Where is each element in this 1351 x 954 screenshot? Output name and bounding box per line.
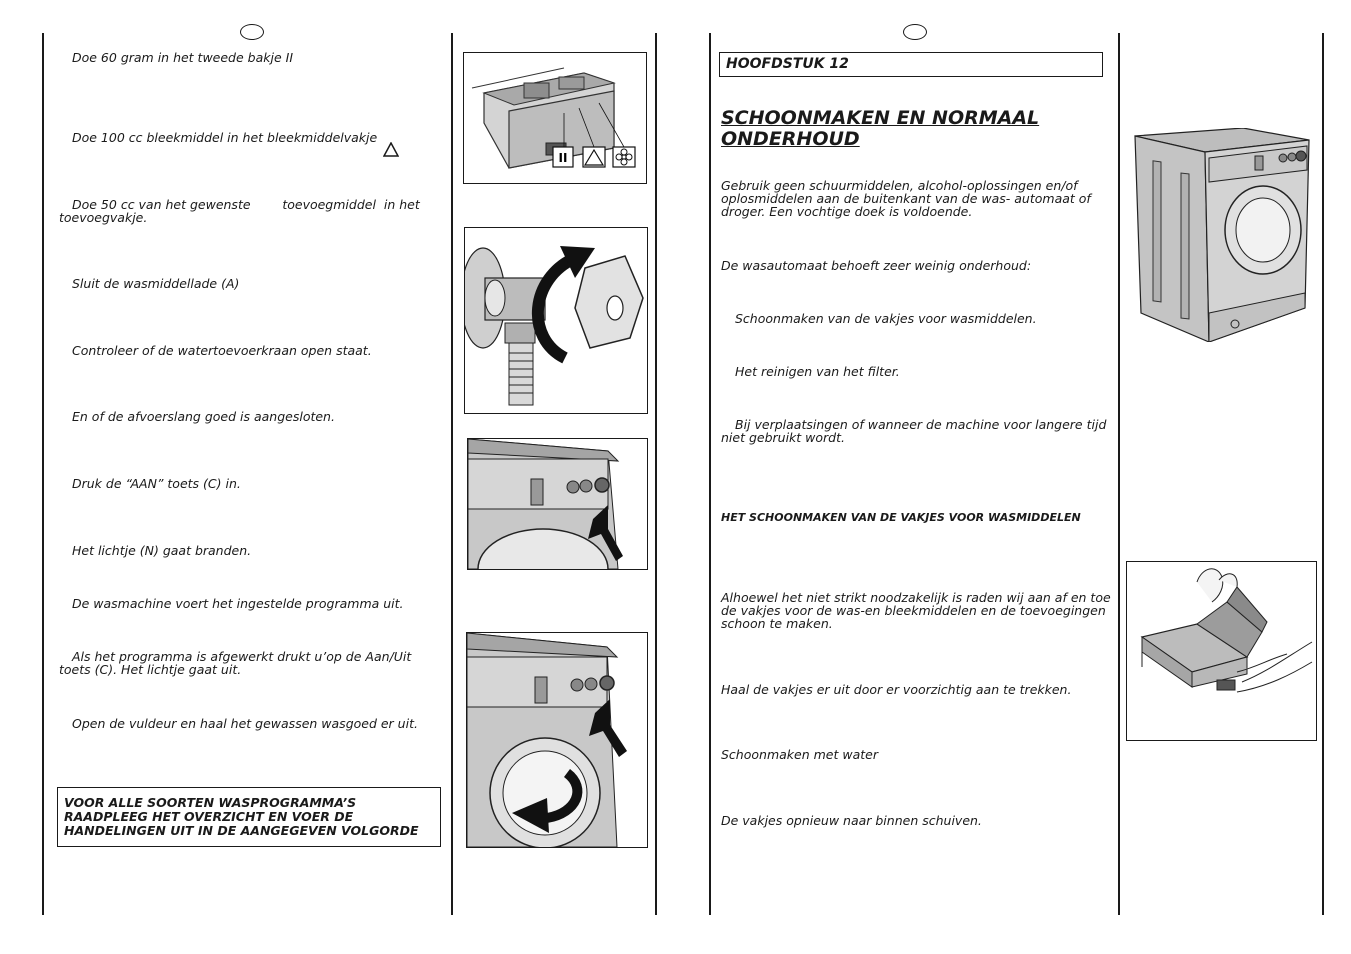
left-language-mark	[240, 24, 264, 40]
chapter-title: HOOFDSTUK 12	[719, 52, 1103, 77]
drawer-symbol-ii: II	[558, 151, 568, 165]
right-margin-line	[709, 33, 711, 915]
step-text: En of de afvoerslang goed is aangesloten.	[72, 409, 335, 424]
right-language-mark	[903, 24, 927, 40]
paragraph: Schoonmaken met water	[721, 747, 878, 762]
page-title: SCHOONMAKEN EN NORMAAL ONDERHOUD	[721, 107, 1040, 150]
section-subheading: HET SCHOONMAKEN VAN DE VAKJES VOOR WASMIDDELEN	[721, 511, 1081, 524]
notice-box: VOOR ALLE SOORTEN WASPROGRAMMA’S RAADPLEEG HET OVERZICHT EN VOER DE HANDELINGEN UIT IN DE AANGEGEVEN VOLGORDE	[57, 787, 441, 847]
paragraph: De wasautomaat behoeft zeer weinig onderhoud:	[721, 258, 1032, 273]
washing-machine-illustration	[1133, 128, 1311, 342]
step-text: De wasmachine voert het ingestelde programma uit.	[72, 596, 404, 611]
step-text: Als het programma is afgewerkt drukt u’op de Aan/Uit toets (C). Het lichtje gaat uit.	[59, 649, 412, 677]
list-item: Het reinigen van het filter.	[735, 364, 900, 379]
detergent-drawer-illustration	[463, 52, 647, 184]
step-text: Doe 50 cc van het gewenste toevoegmiddel in het toevoegvakje.	[59, 197, 424, 225]
step-text: Controleer of de watertoevoerkraan open staat.	[72, 343, 372, 358]
right-page-edge	[1322, 33, 1324, 915]
paragraph: Gebruik geen schuurmiddelen, alcohol-oplossingen en/of oplosmiddelen aan de buitenkant van de was- automaat of droger. Een vochtige doek is voldoende.	[721, 178, 1091, 219]
step-text: Druk de “AAN” toets (C) in.	[72, 476, 241, 491]
on-button-illustration	[467, 438, 648, 570]
step-text: Doe 100 cc bleekmiddel in het bleekmiddelvakje	[72, 130, 378, 145]
step-text: Open de vuldeur en haal het gewassen wasgoed er uit.	[72, 716, 418, 731]
list-item: Bij verplaatsingen of wanneer de machine voor langere tijd niet gebruikt wordt.	[721, 417, 1107, 445]
triangle-icon	[383, 142, 399, 157]
paragraph: Haal de vakjes er uit door er voorzichtig aan te trekken.	[721, 682, 1072, 697]
paragraph: Alhoewel het niet strikt noodzakelijk is raden wij aan af en toe de vakjes voor de was-en bleekmiddelen en de toevoegingen schoon te maken.	[721, 590, 1111, 631]
step-text: Het lichtje (N) gaat branden.	[72, 543, 252, 558]
right-column-divider	[1118, 33, 1120, 915]
step-text: Sluit de wasmiddellade (A)	[72, 276, 240, 291]
left-page-edge	[655, 33, 657, 915]
step-text: Doe 60 gram in het tweede bakje II	[72, 50, 294, 65]
paragraph: De vakjes opnieuw naar binnen schuiven.	[721, 813, 982, 828]
door-open-illustration	[466, 632, 648, 848]
water-tap-illustration	[464, 227, 648, 414]
left-column-divider	[451, 33, 453, 915]
list-item: Schoonmaken van de vakjes voor wasmiddelen.	[735, 311, 1037, 326]
drawer-removal-illustration	[1126, 561, 1317, 741]
left-margin-line	[42, 33, 44, 915]
